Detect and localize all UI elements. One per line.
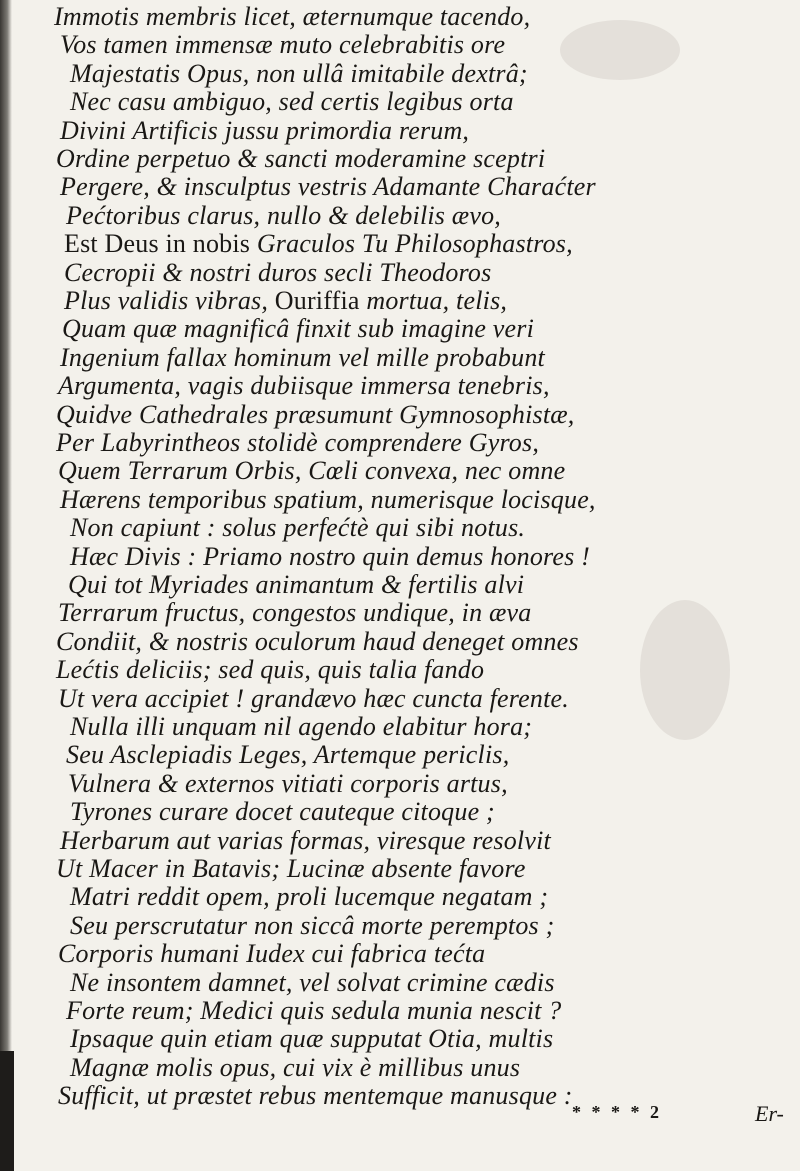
poem-line [68, 769, 508, 799]
poem-line [56, 428, 539, 458]
poem-line [70, 712, 532, 742]
poem-line-text: Pećtoribus clarus, nullo & delebilis ævo, [66, 200, 501, 230]
poem-line [58, 456, 565, 486]
poem-line [70, 542, 590, 572]
poem-line [66, 740, 509, 770]
poem-line-text: Corporis humani Iudex cui fabrica tećta [58, 939, 486, 969]
poem-line-text: Vos tamen immensæ muto celebrabitis ore [60, 30, 506, 60]
poem-line-text: Magnæ molis opus, cui vix è millibus unus [70, 1052, 521, 1082]
poem-line-text: Immotis membris licet, æternumque tacendo, [54, 2, 531, 31]
poem-line-text: Ingenium fallax hominum vel mille probabunt [60, 342, 545, 372]
poem-line [60, 30, 505, 60]
poem-line-text: Nulla illi unquam nil agendo elabitur hora; [70, 712, 533, 741]
poem-line [70, 513, 525, 543]
poem-line [60, 485, 596, 515]
poem-line-text: Quam quæ magnificâ finxit sub imagine veri [62, 314, 535, 344]
poem-line-text: Non capiunt : solus perfećtè qui sibi notus. [70, 513, 526, 543]
poem-line [64, 286, 507, 316]
poem-line [60, 116, 469, 146]
poem-line-text: Ne insontem damnet, vel solvat crimine cædis [70, 967, 555, 997]
poem-line-text: Quem Terrarum Orbis, Cœli convexa, nec omne [58, 456, 566, 486]
poem-line [58, 939, 485, 969]
poem-line [70, 1024, 553, 1054]
poem-line [70, 911, 554, 941]
poem-line [66, 996, 561, 1026]
poem-line [64, 229, 573, 259]
poem-line-text: Majestatis Opus, non ullâ imitabile dextrâ; [70, 58, 528, 88]
poem-line [56, 627, 579, 657]
poem-line [66, 201, 501, 231]
poem-line [70, 968, 555, 998]
poem-line [58, 1081, 573, 1111]
poem-line-text: Vulnera & externos vitiati corporis artus, [68, 768, 508, 798]
poem-line-text: Seu perscrutatur non siccâ morte peremptos ; [70, 910, 555, 940]
poem-line [56, 400, 574, 430]
poem-line-text: Ordine perpetuo & sancti moderamine sceptri [56, 144, 546, 173]
poem-line [58, 371, 550, 401]
poem-line [60, 826, 551, 856]
poem-line-text: Ouriffia [274, 286, 360, 315]
poem-line [60, 172, 596, 202]
poem-line-text: Cecropii & nostri duros secli Theodoros [64, 257, 492, 287]
poem-line-text: Qui tot Myriades animantum & fertilis alvi [68, 570, 525, 599]
signature-mark: * * * * 2 [572, 1102, 662, 1122]
poem-line-text: Ut Macer in Batavis; Lucinæ absente favore [56, 854, 526, 883]
poem-line [56, 854, 526, 884]
poem-line-text: Tyrones curare docet cauteque citoque ; [70, 797, 495, 827]
poem-line-text: Nec casu ambiguo, sed certis legibus orta [70, 87, 514, 117]
catchword: Er- [755, 1101, 784, 1126]
poem-line-text: Sufficit, ut præstet rebus mentemque manusque : [58, 1081, 573, 1111]
poem-line-text: Argumenta, vagis dubiisque immersa tenebris, [58, 371, 550, 401]
poem-line-text: Seu Asclepiadis Leges, Artemque periclis, [66, 740, 510, 770]
poem-line-text: Hærens temporibus spatium, numerisque locisque, [60, 484, 596, 514]
poem-line-text: Graculos Tu Philosophastros, [250, 229, 573, 259]
poem-line-text: Forte reum; Medici quis sedula munia nescit ? [66, 996, 562, 1025]
poem-line-text: Pergere, & insculptus vestris Adamante Charaćter [60, 172, 596, 202]
poem-line-text: Condiit, & nostris oculorum haud deneget omnes [56, 626, 579, 656]
poem-line [58, 598, 531, 628]
poem-line-text: Matri reddit opem, proli lucemque negatam ; [70, 882, 549, 912]
poem-line-text: mortua, telis, [359, 286, 508, 315]
poem-line-text: Quidve Cathedrales præsumunt Gymnosophistæ, [56, 399, 575, 429]
poem-line-text: Terrarum fructus, congestos undique, in æva [58, 598, 532, 628]
poem-line [58, 684, 569, 714]
poem-line [64, 258, 491, 288]
poem-line [56, 144, 545, 174]
poem-line [60, 343, 545, 373]
poem-line-text: Divini Artificis jussu primordia rerum, [60, 115, 470, 145]
poem-line-text: Herbarum aut varias formas, viresque resolvit [60, 825, 551, 855]
poem-line [70, 797, 495, 827]
poem-line-text: Est Deus in nobis [64, 229, 251, 259]
poem-line-text: Hæc Divis : Priamo nostro quin demus honores ! [70, 541, 591, 571]
poem-line [70, 87, 514, 117]
poem-line-text: Lećtis deliciis; sed quis, quis talia fando [56, 655, 485, 685]
poem-line-text: Plus validis vibras, [64, 286, 275, 315]
poem-line [70, 59, 528, 89]
poem-line [62, 314, 534, 344]
poem-line-text: Ipsaque quin etiam quæ supputat Otia, multis [70, 1024, 554, 1054]
poem-line [54, 2, 530, 32]
poem-line [70, 1053, 520, 1083]
poem-line-text: Per Labyrintheos stolidè comprendere Gyros, [56, 428, 540, 457]
poem-line-text: Ut vera accipiet ! grandævo hæc cuncta ferente. [58, 683, 569, 713]
poem-line [56, 655, 484, 685]
poem-line [70, 882, 548, 912]
poem-line [68, 570, 524, 600]
